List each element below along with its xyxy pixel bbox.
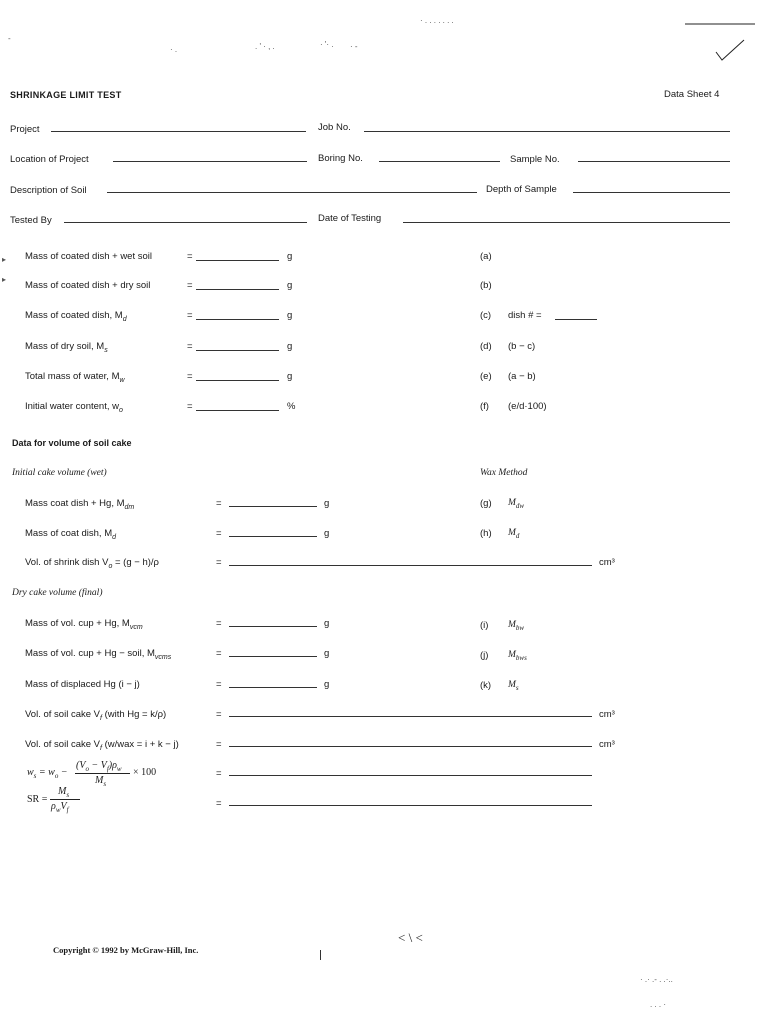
vol-soil-cake-hg-label: Vol. of soil cake $V_f$ (with Hg = k/ρ) [25,709,167,722]
handwritten-mark: < \ < [398,930,423,945]
project-label: Project [10,124,40,135]
shrinkage-limit-field[interactable] [229,775,592,776]
mass-water-field[interactable] [196,380,279,381]
checkmark-icon [680,20,760,65]
vol-shrink-dish-label: Vol. of shrink dish $V_o = (g - h)/\rho$ [25,557,159,570]
mass-wet-label: Mass of coated dish + wet soil [25,251,152,262]
sample-no-field[interactable] [578,161,730,162]
mass-vol-cup-hg-label: Mass of vol. cup + Hg, $M_{vcm}$ [25,618,143,631]
mass-dish-field[interactable] [196,319,279,320]
date-label: Date of Testing [318,213,382,224]
mass-coat-dish-label: Mass of coat dish, $M_d$ [25,528,117,541]
copyright: Copyright © 1992 by McGraw-Hill, Inc. [53,945,199,955]
location-field[interactable] [113,161,307,162]
mass-displaced-hg-label: Mass of displaced Hg (i − j) [25,679,140,690]
vol-soil-cake-hg-field[interactable] [229,716,592,717]
water-content-label: Initial water content, $w_o$ [25,401,123,414]
mass-displaced-hg-field[interactable] [229,687,317,688]
mass-coat-dish-field[interactable] [229,536,317,537]
mass-wet-field[interactable] [196,260,279,261]
volume-section-heading: Data for volume of soil cake [12,438,132,448]
job-no-label: Job No. [318,122,351,133]
mass-coat-dish-hg-label: Mass coat dish + Hg, $M_{dm}$ [25,498,135,511]
water-content-field[interactable] [196,410,279,411]
wax-method-heading: Wax Method [480,468,528,478]
boring-no-field[interactable] [379,161,500,162]
shrinkage-ratio-field[interactable] [229,805,592,806]
mass-dry-label: Mass of coated dish + dry soil [25,280,151,291]
sample-no-label: Sample No. [510,154,560,165]
vol-soil-cake-wax-field[interactable] [229,746,592,747]
mass-water-label: Total mass of water, $M_w$ [25,371,125,384]
depth-field[interactable] [573,192,730,193]
depth-label: Depth of Sample [486,184,557,195]
description-label: Description of Soil [10,185,87,196]
mass-vol-cup-hg-soil-label: Mass of vol. cup + Hg − soil, $M_{vcms}$ [25,648,172,661]
initial-volume-heading: Initial cake volume (wet) [12,468,107,478]
mass-vol-cup-hg-field[interactable] [229,626,317,627]
description-field[interactable] [107,192,477,193]
tested-by-field[interactable] [64,222,307,223]
mass-dry-soil-label: Mass of dry soil, $M_s$ [25,341,108,354]
form-title: SHRINKAGE LIMIT TEST [10,90,122,100]
data-sheet-number: Data Sheet 4 [664,89,720,100]
mass-vol-cup-hg-soil-field[interactable] [229,656,317,657]
project-field[interactable] [51,131,306,132]
dry-volume-heading: Dry cake volume (final) [12,588,103,598]
tested-by-label: Tested By [10,215,52,226]
vol-shrink-dish-field[interactable] [229,565,592,566]
boring-no-label: Boring No. [318,153,363,164]
date-field[interactable] [403,222,730,223]
mass-coat-dish-hg-field[interactable] [229,506,317,507]
job-no-field[interactable] [364,131,730,132]
vol-soil-cake-wax-label: Vol. of soil cake $V_f$ (w/wax = i + k − j) [25,739,179,752]
mass-dry-field[interactable] [196,289,279,290]
dish-number-field[interactable] [555,319,597,320]
mass-dish-label: Mass of coated dish, $M_d$ [25,310,127,323]
mark-tick [320,950,321,960]
location-label: Location of Project [10,154,89,165]
mass-dry-soil-field[interactable] [196,350,279,351]
